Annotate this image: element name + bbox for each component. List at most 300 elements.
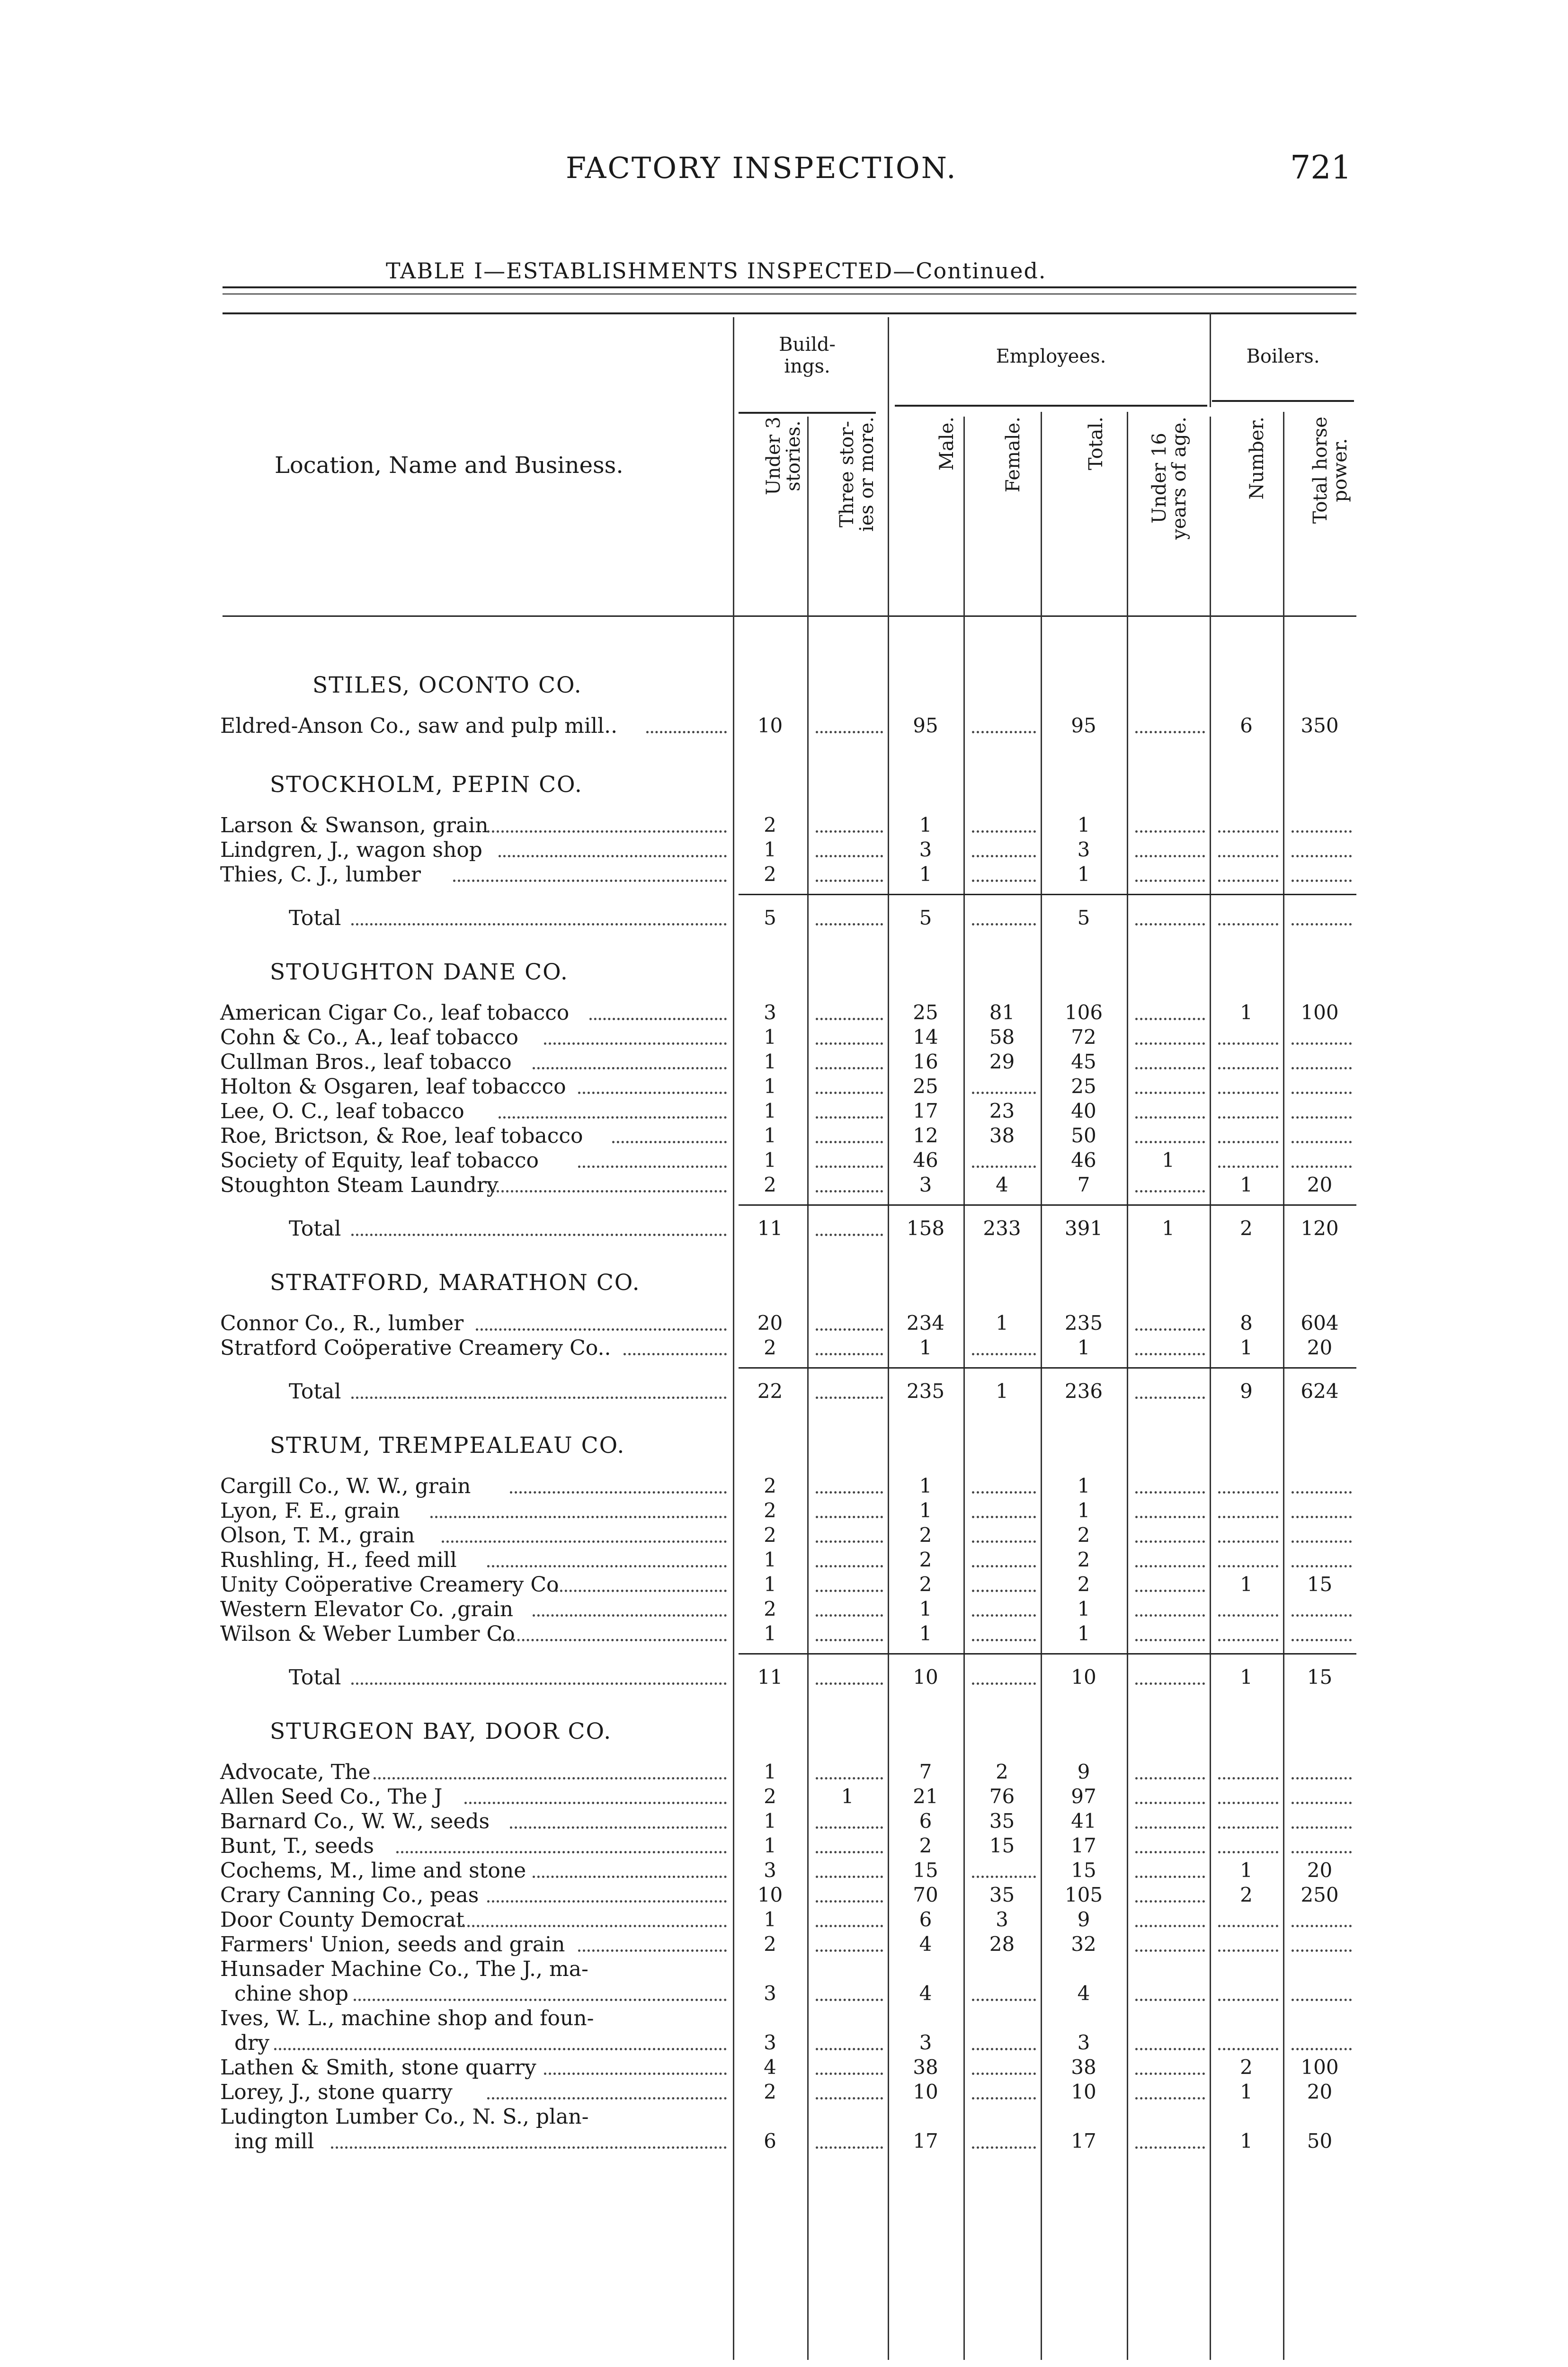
empty-cell-dots	[972, 2048, 1036, 2050]
cell-female: 35	[989, 1883, 1015, 1906]
empty-cell-dots	[972, 1491, 1036, 1494]
empty-cell-dots	[816, 2097, 883, 2100]
empty-cell-dots	[972, 1999, 1036, 2001]
empty-cell-dots	[816, 1166, 883, 1168]
cell-b1: 10	[757, 714, 783, 737]
cell-female: 81	[989, 1001, 1015, 1024]
cell-b1: 3	[764, 1859, 776, 1882]
establishment-name: Roe, Brictson, & Roe, leaf tobacco	[220, 1124, 583, 1148]
empty-cell-dots	[972, 830, 1036, 833]
empty-cell-dots	[1218, 1802, 1278, 1804]
cell-male: 2	[919, 1834, 932, 1857]
cell-hp: 100	[1301, 1001, 1339, 1024]
establishment-name: Connor Co., R., lumber	[220, 1311, 464, 1335]
empty-cell-dots	[1292, 855, 1352, 857]
leader-dots	[351, 923, 727, 925]
column-header-horse-power: Total horse power.	[1310, 417, 1351, 524]
total-label: Total	[289, 1379, 341, 1404]
establishment-name: Olson, T. M., grain	[220, 1523, 415, 1548]
leader-dots	[589, 1018, 727, 1020]
section-title: STOUGHTON DANE CO.	[270, 959, 569, 985]
cell-b1: 1	[764, 1760, 776, 1783]
cell-male: 4	[919, 1932, 932, 1956]
cell-bn: 1	[1240, 1665, 1253, 1689]
column-group-boilers: Boilers.	[1246, 346, 1320, 367]
column-header-b-three: Three stor- ies or more.	[836, 417, 878, 532]
empty-cell-dots	[1218, 830, 1278, 833]
empty-cell-dots	[816, 1949, 883, 1952]
cell-male: 3	[919, 838, 932, 861]
cell-female: 35	[989, 1809, 1015, 1833]
leader-dots	[544, 1042, 727, 1045]
empty-cell-dots	[1218, 1166, 1278, 1168]
cell-hp: 120	[1301, 1217, 1339, 1240]
leader-dots	[510, 1826, 727, 1829]
establishment-name: Barnard Co., W. W., seeds	[220, 1809, 490, 1833]
leader-dots	[578, 1166, 727, 1168]
leader-dots	[544, 2073, 727, 2075]
cell-total: 9	[1077, 1908, 1090, 1931]
total-rule	[739, 894, 1356, 895]
header-bottom-rule	[223, 615, 1356, 617]
cell-total: 1	[1077, 1597, 1090, 1620]
empty-cell-dots	[816, 1540, 883, 1543]
leader-dots	[354, 1999, 727, 2001]
empty-cell-dots	[816, 880, 883, 882]
total-label: Total	[289, 1217, 341, 1241]
empty-cell-dots	[1135, 1900, 1205, 1903]
cell-total: 1	[1077, 1336, 1090, 1359]
empty-cell-dots	[1135, 1639, 1205, 1641]
cell-bn: 1	[1240, 2129, 1253, 2153]
column-rule	[888, 412, 889, 2360]
leader-dots	[487, 830, 727, 833]
cell-total: 4	[1077, 1982, 1090, 2005]
cell-male: 7	[919, 1760, 932, 1783]
empty-cell-dots	[1135, 1777, 1205, 1780]
cell-b1: 2	[764, 1523, 776, 1547]
cell-total: 41	[1071, 1809, 1096, 1833]
section-title: STRUM, TREMPEALEAU CO.	[270, 1433, 625, 1459]
empty-cell-dots	[816, 1876, 883, 1878]
page-number: 721	[1290, 149, 1352, 187]
empty-cell-dots	[1292, 1851, 1352, 1853]
establishment-name: Lathen & Smith, stone quarry	[220, 2056, 536, 2080]
column-group-employees: Employees.	[996, 346, 1106, 367]
establishment-name: Thies, C. J., lumber	[220, 863, 421, 887]
cell-b1: 1	[764, 1099, 776, 1122]
empty-cell-dots	[1135, 1999, 1205, 2001]
empty-cell-dots	[816, 1018, 883, 1020]
cell-female: 23	[989, 1099, 1015, 1122]
cell-male: 17	[913, 1099, 938, 1122]
leader-dots	[374, 1777, 727, 1780]
column-rule	[963, 417, 965, 2360]
leader-dots	[578, 1949, 727, 1952]
cell-male: 234	[906, 1311, 945, 1335]
cell-male: 2	[919, 1573, 932, 1596]
cell-male: 25	[913, 1075, 938, 1098]
establishment-name: Cargill Co., W. W., grain	[220, 1474, 471, 1498]
empty-cell-dots	[1135, 1116, 1205, 1119]
cell-male: 46	[913, 1148, 938, 1172]
establishment-name: Cochems, M., lime and stone	[220, 1859, 526, 1883]
cell-bn: 1	[1240, 1336, 1253, 1359]
empty-cell-dots	[1135, 1590, 1205, 1592]
empty-cell-dots	[1135, 880, 1205, 882]
cell-bn: 6	[1240, 714, 1253, 737]
leader-dots	[646, 731, 727, 733]
cell-total: 2	[1077, 1523, 1090, 1547]
section-title: STRATFORD, MARATHON CO.	[270, 1270, 641, 1296]
empty-cell-dots	[1135, 1565, 1205, 1567]
empty-cell-dots	[1292, 880, 1352, 882]
empty-cell-dots	[972, 1092, 1036, 1094]
cell-b1: 1	[764, 1050, 776, 1073]
empty-cell-dots	[1292, 1141, 1352, 1143]
empty-cell-dots	[1218, 2048, 1278, 2050]
cell-b1: 1	[764, 1908, 776, 1931]
empty-cell-dots	[972, 1876, 1036, 1878]
empty-cell-dots	[1135, 1682, 1205, 1685]
leader-dots	[510, 1491, 727, 1494]
cell-total: 25	[1071, 1075, 1096, 1098]
cell-male: 17	[913, 2129, 938, 2153]
cell-male: 12	[913, 1124, 938, 1147]
empty-cell-dots	[1292, 1116, 1352, 1119]
leader-dots	[351, 1234, 727, 1236]
empty-cell-dots	[972, 1639, 1036, 1641]
empty-cell-dots	[1218, 1042, 1278, 1045]
cell-male: 1	[919, 1597, 932, 1620]
column-header-boiler-number: Number.	[1246, 417, 1268, 500]
empty-cell-dots	[816, 1590, 883, 1592]
empty-cell-dots	[1218, 1565, 1278, 1567]
cell-total: 46	[1071, 1148, 1096, 1172]
establishment-name: Larson & Swanson, grain	[220, 813, 489, 837]
empty-cell-dots	[1292, 1826, 1352, 1829]
cell-bn: 1	[1240, 1001, 1253, 1024]
cell-male: 3	[919, 2031, 932, 2054]
empty-cell-dots	[816, 1067, 883, 1069]
cell-total: 97	[1071, 1785, 1096, 1808]
cell-hp: 624	[1301, 1379, 1339, 1403]
empty-cell-dots	[972, 2146, 1036, 2149]
cell-b1: 2	[764, 1785, 776, 1808]
cell-total: 95	[1071, 714, 1096, 737]
leader-dots	[499, 855, 727, 857]
leader-dots	[464, 1802, 727, 1804]
empty-cell-dots	[1135, 1802, 1205, 1804]
establishment-name: Advocate, The	[220, 1760, 371, 1784]
leader-dots	[442, 1540, 727, 1543]
employees-group-rule	[895, 405, 1207, 407]
leader-dots	[487, 1190, 727, 1192]
cell-b1: 1	[764, 1809, 776, 1833]
cell-bn: 8	[1240, 1311, 1253, 1335]
establishment-name: American Cigar Co., leaf tobacco	[220, 1001, 570, 1025]
column-rule	[1283, 412, 1284, 2360]
empty-cell-dots	[972, 2097, 1036, 2100]
cell-male: 2	[919, 1523, 932, 1547]
cell-male: 1	[919, 1336, 932, 1359]
leader-dots	[499, 1639, 727, 1641]
cell-b1: 2	[764, 1336, 776, 1359]
leader-dots	[533, 1876, 727, 1878]
cell-hp: 350	[1301, 714, 1339, 737]
cell-female: 4	[996, 1173, 1008, 1196]
empty-cell-dots	[972, 1682, 1036, 1685]
empty-cell-dots	[972, 923, 1036, 925]
establishment-name: Unity Coöperative Creamery Co	[220, 1573, 559, 1597]
empty-cell-dots	[972, 1166, 1036, 1168]
cell-total: 38	[1071, 2056, 1096, 2079]
establishment-name: Cullman Bros., leaf tobacco	[220, 1050, 512, 1074]
cell-total: 2	[1077, 1573, 1090, 1596]
cell-total: 105	[1064, 1883, 1103, 1906]
cell-b1: 22	[757, 1379, 783, 1403]
establishment-name: Hunsader Machine Co., The J., ma-	[220, 1957, 588, 1981]
establishment-name: Ives, W. L., machine shop and foun-	[220, 2006, 594, 2030]
cell-bn: 1	[1240, 1573, 1253, 1596]
leader-dots	[578, 1092, 727, 1094]
cell-total: 10	[1071, 1665, 1096, 1689]
empty-cell-dots	[1218, 880, 1278, 882]
cell-hp: 15	[1307, 1573, 1333, 1596]
cell-total: 17	[1071, 2129, 1096, 2153]
empty-cell-dots	[1135, 1190, 1205, 1192]
empty-cell-dots	[1218, 1925, 1278, 1927]
cell-hp: 20	[1307, 1859, 1333, 1882]
empty-cell-dots	[1135, 2073, 1205, 2075]
section-title: STOCKHOLM, PEPIN CO.	[270, 772, 583, 798]
establishment-name: Rushling, H., feed mill	[220, 1548, 457, 1572]
cell-total: 17	[1071, 1834, 1096, 1857]
cell-hp: 100	[1301, 2056, 1339, 2079]
column-header-b-under3: Under 3 stories.	[763, 417, 804, 496]
cell-b1: 1	[764, 1834, 776, 1857]
cell-b1: 2	[764, 863, 776, 886]
cell-b1: 1	[764, 1548, 776, 1571]
establishment-name: Eldred-Anson Co., saw and pulp mill..	[220, 714, 618, 738]
empty-cell-dots	[816, 1092, 883, 1094]
leader-dots	[499, 1116, 727, 1119]
location-column-header: Location, Name and Business.	[275, 452, 624, 479]
cell-female: 29	[989, 1050, 1015, 1073]
cell-b1: 10	[757, 1883, 783, 1906]
cell-male: 1	[919, 1474, 932, 1497]
cell-bn: 1	[1240, 1859, 1253, 1882]
cell-female: 233	[983, 1217, 1021, 1240]
cell-female: 15	[989, 1834, 1015, 1857]
empty-cell-dots	[1135, 1614, 1205, 1617]
establishment-name: Cohn & Co., A., leaf tobacco	[220, 1025, 519, 1050]
cell-hp: 20	[1307, 1336, 1333, 1359]
cell-male: 70	[913, 1883, 938, 1906]
boilers-group-rule	[1212, 400, 1354, 402]
column-rule-top	[1210, 312, 1211, 407]
cell-b1: 1	[764, 1622, 776, 1645]
cell-male: 10	[913, 2080, 938, 2103]
empty-cell-dots	[1218, 1949, 1278, 1952]
cell-total: 1	[1077, 863, 1090, 886]
cell-total: 1	[1077, 1474, 1090, 1497]
cell-female: 76	[989, 1785, 1015, 1808]
empty-cell-dots	[816, 1190, 883, 1192]
empty-cell-dots	[1292, 1639, 1352, 1641]
empty-cell-dots	[816, 1639, 883, 1641]
empty-cell-dots	[1218, 1614, 1278, 1617]
empty-cell-dots	[1135, 2097, 1205, 2100]
cell-total: 2	[1077, 1548, 1090, 1571]
empty-cell-dots	[1135, 731, 1205, 733]
column-header-under16: Under 16 years of age.	[1149, 417, 1190, 540]
empty-cell-dots	[1218, 1491, 1278, 1494]
cell-male: 25	[913, 1001, 938, 1024]
empty-cell-dots	[816, 1042, 883, 1045]
total-label: Total	[289, 1665, 341, 1690]
establishment-name: Ludington Lumber Co., N. S., plan-	[220, 2105, 589, 2129]
leader-dots	[453, 880, 727, 882]
leader-dots	[555, 1590, 727, 1592]
column-rule	[1127, 412, 1128, 2360]
cell-b1: 2	[764, 1474, 776, 1497]
cell-male: 1	[919, 1622, 932, 1645]
empty-cell-dots	[816, 731, 883, 733]
cell-total: 3	[1077, 2031, 1090, 2054]
cell-bn: 1	[1240, 1173, 1253, 1196]
empty-cell-dots	[1218, 1777, 1278, 1780]
establishment-name: Stratford Coöperative Creamery Co..	[220, 1336, 611, 1360]
empty-cell-dots	[1135, 1067, 1205, 1069]
leader-dots	[396, 1851, 727, 1853]
cell-hp: 50	[1307, 2129, 1333, 2153]
empty-cell-dots	[816, 1516, 883, 1518]
empty-cell-dots	[816, 1999, 883, 2001]
cell-male: 1	[919, 1499, 932, 1522]
cell-total: 5	[1077, 906, 1090, 929]
total-rule	[739, 1653, 1356, 1655]
empty-cell-dots	[1135, 2048, 1205, 2050]
empty-cell-dots	[1292, 830, 1352, 833]
empty-cell-dots	[1292, 1802, 1352, 1804]
empty-cell-dots	[1135, 830, 1205, 833]
establishment-name: Society of Equity, leaf tobacco	[220, 1148, 539, 1173]
column-rule	[1041, 412, 1042, 2360]
cell-total: 1	[1077, 813, 1090, 836]
empty-cell-dots	[1292, 1777, 1352, 1780]
leader-dots	[331, 2146, 727, 2149]
empty-cell-dots	[1292, 1565, 1352, 1567]
empty-cell-dots	[1135, 1826, 1205, 1829]
empty-cell-dots	[1135, 1925, 1205, 1927]
empty-cell-dots	[1135, 1491, 1205, 1494]
cell-bn: 2	[1240, 2056, 1253, 2079]
cell-total: 1	[1077, 1622, 1090, 1645]
cell-total: 236	[1064, 1379, 1103, 1403]
establishment-name: Door County Democrat	[220, 1908, 464, 1932]
empty-cell-dots	[816, 1777, 883, 1780]
empty-cell-dots	[816, 1851, 883, 1853]
cell-female: 28	[989, 1932, 1015, 1956]
empty-cell-dots	[1135, 1092, 1205, 1094]
establishment-name: Lee, O. C., leaf tobacco	[220, 1099, 464, 1123]
cell-male: 235	[906, 1379, 945, 1403]
empty-cell-dots	[1135, 1328, 1205, 1331]
empty-cell-dots	[1292, 1949, 1352, 1952]
cell-male: 6	[919, 1809, 932, 1833]
cell-b1: 2	[764, 1173, 776, 1196]
cell-total: 106	[1064, 1001, 1103, 1024]
empty-cell-dots	[1292, 1166, 1352, 1168]
empty-cell-dots	[1218, 1067, 1278, 1069]
empty-cell-dots	[816, 2048, 883, 2050]
establishment-name: ing mill	[234, 2129, 314, 2153]
empty-cell-dots	[1218, 1639, 1278, 1641]
empty-cell-dots	[972, 880, 1036, 882]
empty-cell-dots	[1292, 1540, 1352, 1543]
empty-cell-dots	[1218, 1516, 1278, 1518]
total-rule	[739, 1204, 1356, 1206]
column-header-total: Total.	[1085, 417, 1107, 471]
empty-cell-dots	[1292, 1614, 1352, 1617]
cell-b1: 2	[764, 1932, 776, 1956]
leader-dots	[430, 1516, 727, 1518]
total-rule	[739, 1367, 1356, 1369]
cell-male: 95	[913, 714, 938, 737]
empty-cell-dots	[1292, 1999, 1352, 2001]
column-group-buildings: Build- ings.	[779, 334, 836, 377]
empty-cell-dots	[1292, 2048, 1352, 2050]
leader-dots	[487, 1565, 727, 1567]
cell-b1: 2	[764, 1597, 776, 1620]
empty-cell-dots	[816, 1141, 883, 1143]
header-top-rule	[223, 312, 1356, 314]
cell-total: 1	[1077, 1499, 1090, 1522]
cell-total: 40	[1071, 1099, 1096, 1122]
establishment-name: Allen Seed Co., The J	[220, 1785, 443, 1809]
empty-cell-dots	[1135, 1397, 1205, 1399]
empty-cell-dots	[1135, 1851, 1205, 1853]
cell-b1: 4	[764, 2056, 776, 2079]
empty-cell-dots	[1292, 1925, 1352, 1927]
column-rule	[733, 317, 734, 2360]
empty-cell-dots	[816, 1491, 883, 1494]
title-rule	[223, 286, 1356, 288]
empty-cell-dots	[816, 1234, 883, 1236]
empty-cell-dots	[1218, 1116, 1278, 1119]
cell-male: 38	[913, 2056, 938, 2079]
cell-b1: 2	[764, 2080, 776, 2103]
column-header-male: Male.	[936, 417, 958, 471]
column-rule	[807, 417, 809, 2360]
leader-dots	[624, 1353, 727, 1355]
empty-cell-dots	[816, 1900, 883, 1903]
empty-cell-dots	[1292, 1516, 1352, 1518]
empty-cell-dots	[1135, 1018, 1205, 1020]
empty-cell-dots	[972, 1614, 1036, 1617]
empty-cell-dots	[1135, 1949, 1205, 1952]
buildings-group-rule	[739, 412, 876, 414]
cell-b1: 5	[764, 906, 776, 929]
empty-cell-dots	[1218, 923, 1278, 925]
cell-male: 3	[919, 1173, 932, 1196]
cell-b1: 2	[764, 1499, 776, 1522]
empty-cell-dots	[1292, 923, 1352, 925]
cell-b1: 1	[764, 1124, 776, 1147]
establishment-name: chine shop	[234, 1982, 348, 2006]
empty-cell-dots	[1218, 1540, 1278, 1543]
